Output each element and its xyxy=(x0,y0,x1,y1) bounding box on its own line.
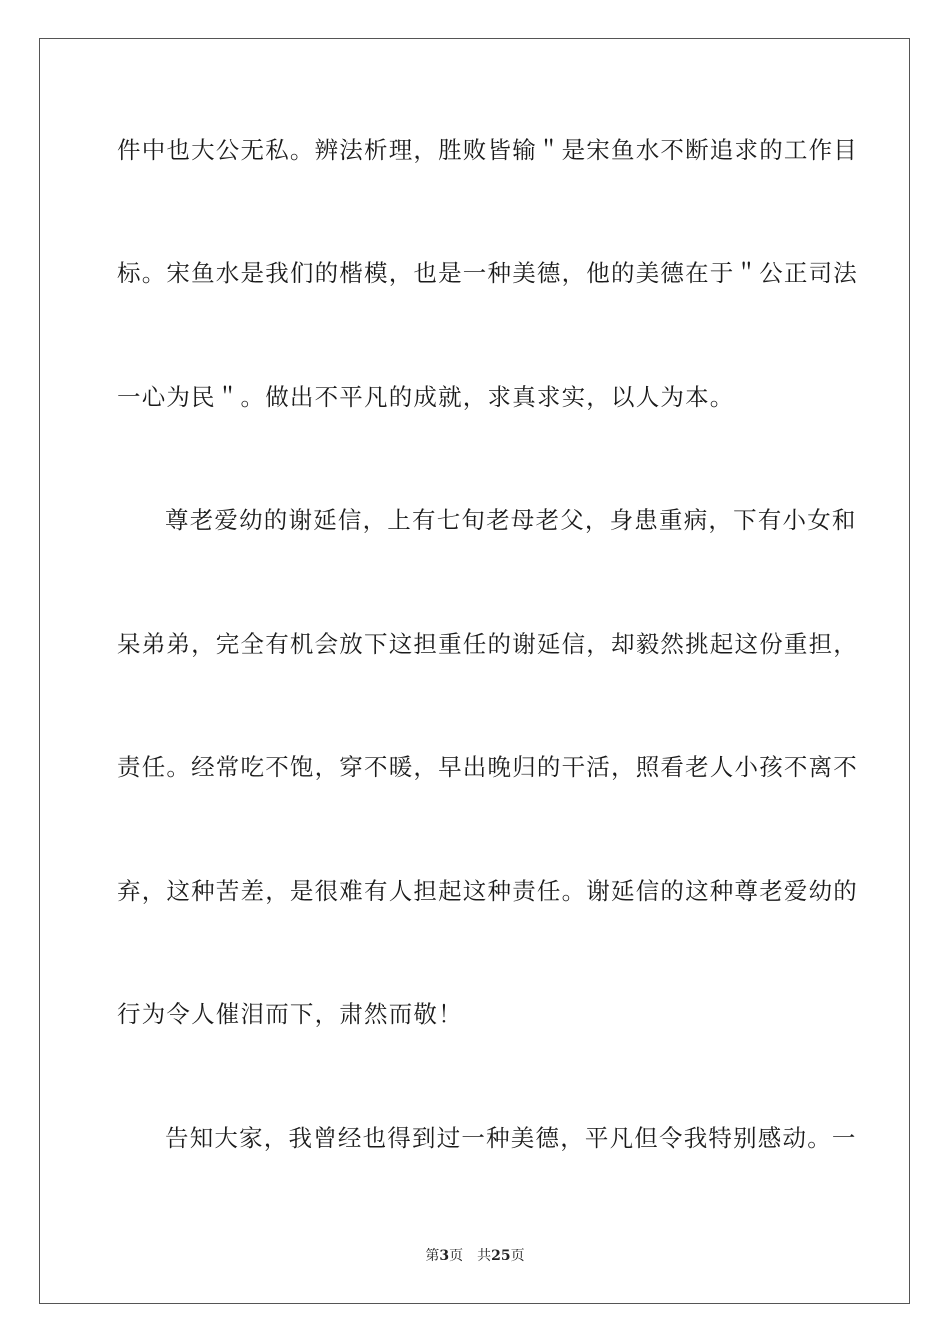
text-line-5: 呆弟弟，完全有机会放下这担重任的谢延信，却毅然挑起这份重担， xyxy=(117,630,858,658)
text-line-3: 一心为民＂。做出不平凡的成就，求真求实，以人为本。 xyxy=(117,383,735,411)
page-number: 3 xyxy=(439,1248,450,1264)
text-line-8: 行为令人催泪而下，肃然而敬！ xyxy=(117,1000,463,1028)
page-suffix: 页 xyxy=(449,1248,464,1264)
total-suffix: 页 xyxy=(510,1248,525,1264)
text-line-4: 尊老爱幼的谢延信，上有七旬老母老父，身患重病，下有小女和 xyxy=(165,506,857,534)
text-line-9: 告知大家，我曾经也得到过一种美德，平凡但令我特别感动。一 xyxy=(165,1124,857,1152)
page-footer xyxy=(0,1247,950,1265)
text-line-1: 件中也大公无私。辨法析理，胜败皆输＂是宋鱼水不断追求的工作目 xyxy=(117,136,858,164)
total-prefix: 共 xyxy=(477,1248,492,1264)
total-pages: 25 xyxy=(491,1248,511,1264)
text-line-2: 标。宋鱼水是我们的楷模，也是一种美德，他的美德在于＂公正司法 xyxy=(117,259,858,287)
text-line-6: 责任。经常吃不饱，穿不暖，早出晚归的干活，照看老人小孩不离不 xyxy=(117,753,858,781)
page-border xyxy=(39,38,910,1304)
page-prefix: 第 xyxy=(425,1248,440,1264)
text-line-7: 弃，这种苦差，是很难有人担起这种责任。谢延信的这种尊老爱幼的 xyxy=(117,877,858,905)
